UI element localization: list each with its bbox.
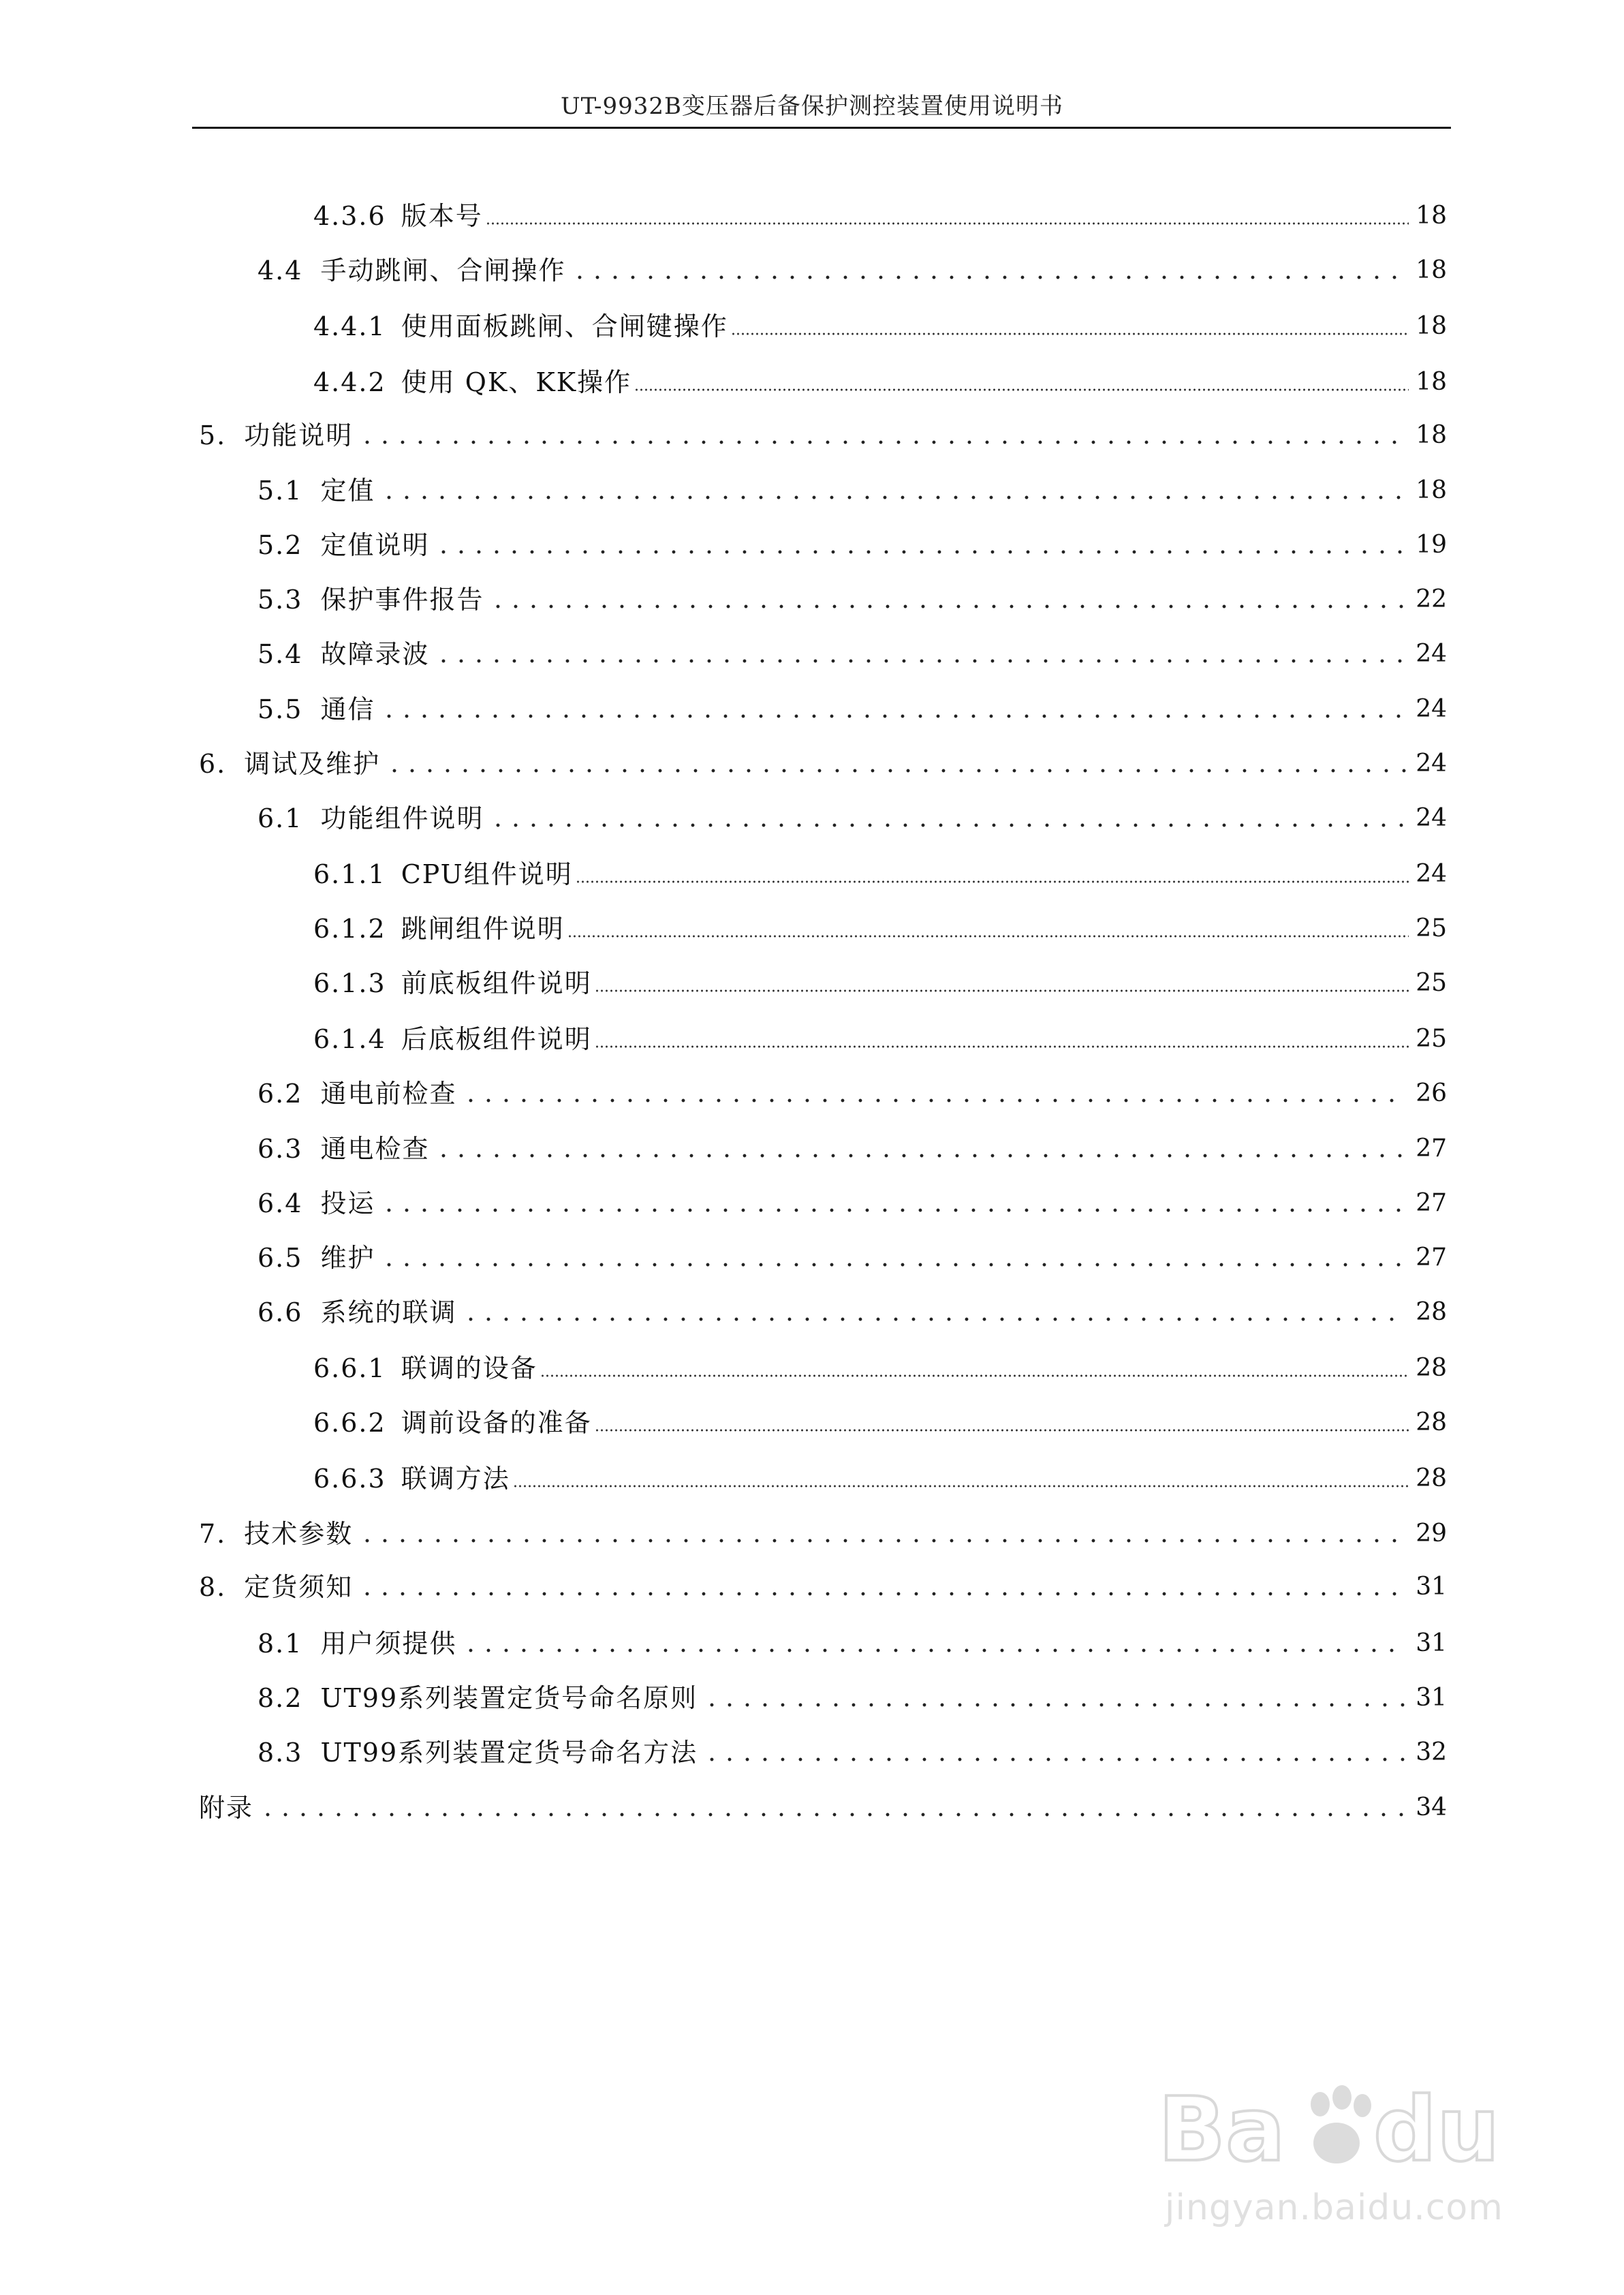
toc-entry-number: 6.6.1: [313, 1353, 386, 1383]
toc-entry-number: 6.5: [257, 1243, 303, 1273]
toc-dot-leader: [259, 1813, 1406, 1817]
toc-dot-leader: [386, 769, 1406, 773]
toc-entry[interactable]: [313, 364, 1447, 401]
toc-entry[interactable]: [199, 1789, 1447, 1826]
toc-entry[interactable]: [257, 800, 1447, 837]
svg-text:du: du: [1373, 2078, 1500, 2181]
toc-entry[interactable]: [199, 745, 1447, 782]
toc-entry-number: 6.1.1: [313, 859, 386, 889]
toc-entry-page-number: 24: [1416, 804, 1447, 832]
toc-entry-number: 8.: [199, 1572, 227, 1602]
toc-entry[interactable]: [257, 472, 1447, 509]
toc-entry[interactable]: [257, 581, 1447, 618]
toc-entry-page-number: 24: [1416, 860, 1447, 888]
toc-entry-number: 8.2: [257, 1683, 303, 1713]
toc-entry-title: 功能说明: [244, 420, 354, 450]
toc-dot-leader: [595, 989, 1409, 993]
toc-entry-title: 调前设备的准备: [401, 1408, 592, 1438]
toc-entry-number: 6.6: [257, 1297, 303, 1327]
toc-entry-title: 通电检查: [320, 1134, 430, 1164]
toc-entry-title: 联调方法: [401, 1464, 510, 1494]
toc-entry-page-number: 24: [1416, 695, 1447, 723]
toc-entry-number: 4.4.2: [313, 367, 386, 397]
toc-dot-leader: [435, 1154, 1406, 1158]
toc-entry-number: 5.2: [257, 530, 303, 560]
toc-entry-number: 6.1.3: [313, 968, 386, 998]
toc-entry[interactable]: [257, 1625, 1447, 1662]
toc-entry-page-number: 31: [1416, 1629, 1447, 1657]
toc-entry-page-number: 28: [1416, 1298, 1447, 1326]
toc-entry-title: 使用面板跳闸、合闸键操作: [401, 311, 728, 341]
toc-entry-number: 5.: [199, 420, 227, 450]
toc-entry-page-number: 24: [1416, 640, 1447, 668]
toc-entry-page-number: 25: [1416, 1025, 1447, 1053]
toc-dot-leader: [380, 714, 1406, 718]
toc-entry-number: 6.1.2: [313, 914, 386, 944]
toc-dot-leader: [462, 1317, 1406, 1321]
toc-entry[interactable]: [257, 1185, 1447, 1222]
document-title: UT-9932B变压器后备保护测控装置使用说明书: [561, 93, 1063, 120]
toc-entry-number: 7.: [199, 1519, 227, 1549]
toc-entry-title: CPU组件说明: [401, 859, 573, 889]
toc-dot-leader: [380, 495, 1406, 499]
toc-dot-leader: [358, 1539, 1406, 1543]
toc-entry-title: 调试及维护: [244, 749, 381, 779]
toc-entry-page-number: 25: [1416, 969, 1447, 997]
toc-entry-title: 技术参数: [244, 1519, 354, 1549]
toc-entry-page-number: 34: [1416, 1793, 1447, 1821]
toc-entry-title: 用户须提供: [320, 1629, 457, 1659]
toc-dot-leader: [489, 604, 1406, 609]
toc-entry[interactable]: [199, 417, 1447, 454]
toc-entry-title: 前底板组件说明: [401, 968, 592, 998]
toc-dot-leader: [571, 275, 1406, 279]
toc-entry-page-number: 28: [1416, 1408, 1447, 1436]
toc-entry-number: 6.1.4: [313, 1024, 386, 1054]
toc-entry-number: 6.: [199, 749, 227, 779]
toc-entry-number: 4.4: [257, 256, 303, 286]
toc-entry-number: 8.3: [257, 1738, 303, 1768]
toc-dot-leader: [595, 1428, 1409, 1432]
toc-entry-page-number: 18: [1416, 421, 1447, 449]
toc-entry-title: 保护事件报告: [320, 585, 484, 615]
toc-dot-leader: [595, 1045, 1409, 1049]
toc-entry[interactable]: [257, 636, 1447, 673]
toc-entry-number: 5.3: [257, 585, 303, 615]
toc-dot-leader: [703, 1703, 1406, 1707]
toc-entry-title: 投运: [320, 1188, 375, 1218]
toc-entry-number: 6.6.3: [313, 1464, 386, 1494]
toc-entry-title: 定值: [320, 476, 375, 506]
toc-dot-leader: [358, 440, 1406, 444]
toc-entry[interactable]: [257, 252, 1447, 289]
header-divider: [192, 127, 1451, 129]
toc-dot-leader: [567, 934, 1409, 938]
baidu-logo-icon: [1158, 2078, 1526, 2181]
toc-entry-page-number: 24: [1416, 750, 1447, 777]
toc-entry-page-number: 31: [1416, 1684, 1447, 1712]
toc-entry-title: 定值说明: [320, 530, 430, 560]
toc-dot-leader: [380, 1263, 1406, 1267]
toc-entry-page-number: 27: [1416, 1189, 1447, 1217]
toc-entry-title: 手动跳闸、合闸操作: [320, 256, 566, 286]
toc-entry[interactable]: [257, 527, 1447, 564]
toc-dot-leader: [435, 550, 1406, 554]
toc-entry-title: 版本号: [401, 201, 483, 231]
toc-entry-page-number: 18: [1416, 368, 1447, 396]
toc-entry-number: 6.6.2: [313, 1408, 386, 1438]
toc-entry-page-number: 31: [1416, 1573, 1447, 1601]
toc-entry[interactable]: [313, 910, 1447, 947]
toc-dot-leader: [540, 1374, 1409, 1378]
toc-dot-leader: [435, 659, 1406, 663]
toc-entry[interactable]: [313, 198, 1447, 234]
toc-entry-title: UT99系列装置定货号命名方法: [320, 1738, 698, 1768]
baidu-jingyan-watermark: [1158, 2051, 1540, 2235]
toc-entry-number: 6.1: [257, 803, 303, 833]
toc-dot-leader: [634, 388, 1409, 392]
toc-entry[interactable]: [313, 308, 1447, 345]
toc-entry-title: 联调的设备: [401, 1353, 537, 1383]
toc-dot-leader: [462, 1098, 1406, 1103]
toc-entry-page-number: 18: [1416, 256, 1447, 284]
toc-entry-page-number: 28: [1416, 1354, 1447, 1382]
toc-entry[interactable]: [313, 1021, 1447, 1058]
watermark-url: jingyan.baidu.com: [1165, 2187, 1503, 2228]
toc-entry-title: 通电前检查: [320, 1079, 457, 1109]
toc-dot-leader: [489, 823, 1406, 827]
toc-entry-title: 维护: [320, 1243, 375, 1273]
toc-entry-title: 功能组件说明: [320, 803, 484, 833]
toc-entry[interactable]: [257, 1239, 1447, 1276]
toc-entry-number: 5.1: [257, 476, 303, 506]
toc-entry[interactable]: [199, 1569, 1447, 1605]
toc-entry[interactable]: [313, 1460, 1447, 1497]
toc-entry-number: 6.2: [257, 1079, 303, 1109]
toc-entry-page-number: 29: [1416, 1520, 1447, 1547]
toc-entry-page-number: 28: [1416, 1464, 1447, 1492]
toc-entry-page-number: 18: [1416, 312, 1447, 340]
toc-entry-page-number: 26: [1416, 1079, 1447, 1107]
toc-dot-leader: [462, 1648, 1406, 1652]
toc-entry-page-number: 18: [1416, 202, 1447, 230]
toc-dot-leader: [576, 880, 1409, 884]
toc-entry-page-number: 27: [1416, 1244, 1447, 1272]
toc-entry-number: 5.5: [257, 694, 303, 724]
toc-entry[interactable]: [257, 1680, 1447, 1716]
toc-dot-leader: [703, 1757, 1406, 1761]
toc-entry-number: 4.3.6: [313, 201, 386, 231]
toc-dot-leader: [380, 1208, 1406, 1212]
toc-dot-leader: [486, 221, 1409, 226]
toc-entry-title: 使用 QK、KK操作: [401, 367, 632, 397]
toc-entry[interactable]: [199, 1515, 1447, 1552]
toc-entry-title: 故障录波: [320, 639, 430, 669]
toc-entry-title: 通信: [320, 694, 375, 724]
toc-dot-leader: [358, 1592, 1406, 1596]
toc-entry-title: 附录: [199, 1793, 254, 1823]
toc-entry-number: 6.3: [257, 1134, 303, 1164]
toc-entry[interactable]: [257, 1734, 1447, 1771]
toc-entry-page-number: 18: [1416, 476, 1447, 504]
svg-text:Ba: Ba: [1158, 2078, 1285, 2181]
toc-entry-title: 跳闸组件说明: [401, 914, 565, 944]
toc-dot-leader: [513, 1484, 1409, 1488]
toc-entry[interactable]: [313, 856, 1447, 893]
toc-entry-page-number: 22: [1416, 585, 1447, 613]
toc-entry[interactable]: [257, 1075, 1447, 1112]
toc-entry[interactable]: [257, 691, 1447, 728]
toc-entry-page-number: 25: [1416, 914, 1447, 942]
toc-entry-title: 后底板组件说明: [401, 1024, 592, 1054]
toc-entry-number: 5.4: [257, 639, 303, 669]
toc-entry-title: 定货须知: [244, 1572, 354, 1602]
toc-entry-title: 系统的联调: [320, 1297, 457, 1327]
toc-entry[interactable]: [313, 1404, 1447, 1441]
toc-entry-number: 4.4.1: [313, 311, 386, 341]
toc-entry-number: 8.1: [257, 1629, 303, 1659]
toc-entry[interactable]: [257, 1130, 1447, 1167]
toc-entry[interactable]: [313, 1350, 1447, 1387]
toc-entry[interactable]: [257, 1294, 1447, 1331]
toc-entry-number: 6.4: [257, 1188, 303, 1218]
toc-entry-page-number: 32: [1416, 1738, 1447, 1766]
toc-entry-page-number: 27: [1416, 1135, 1447, 1162]
toc-entry-title: UT99系列装置定货号命名原则: [320, 1683, 698, 1713]
toc-dot-leader: [731, 332, 1409, 336]
toc-entry-page-number: 19: [1416, 531, 1447, 559]
toc-entry[interactable]: [313, 965, 1447, 1002]
